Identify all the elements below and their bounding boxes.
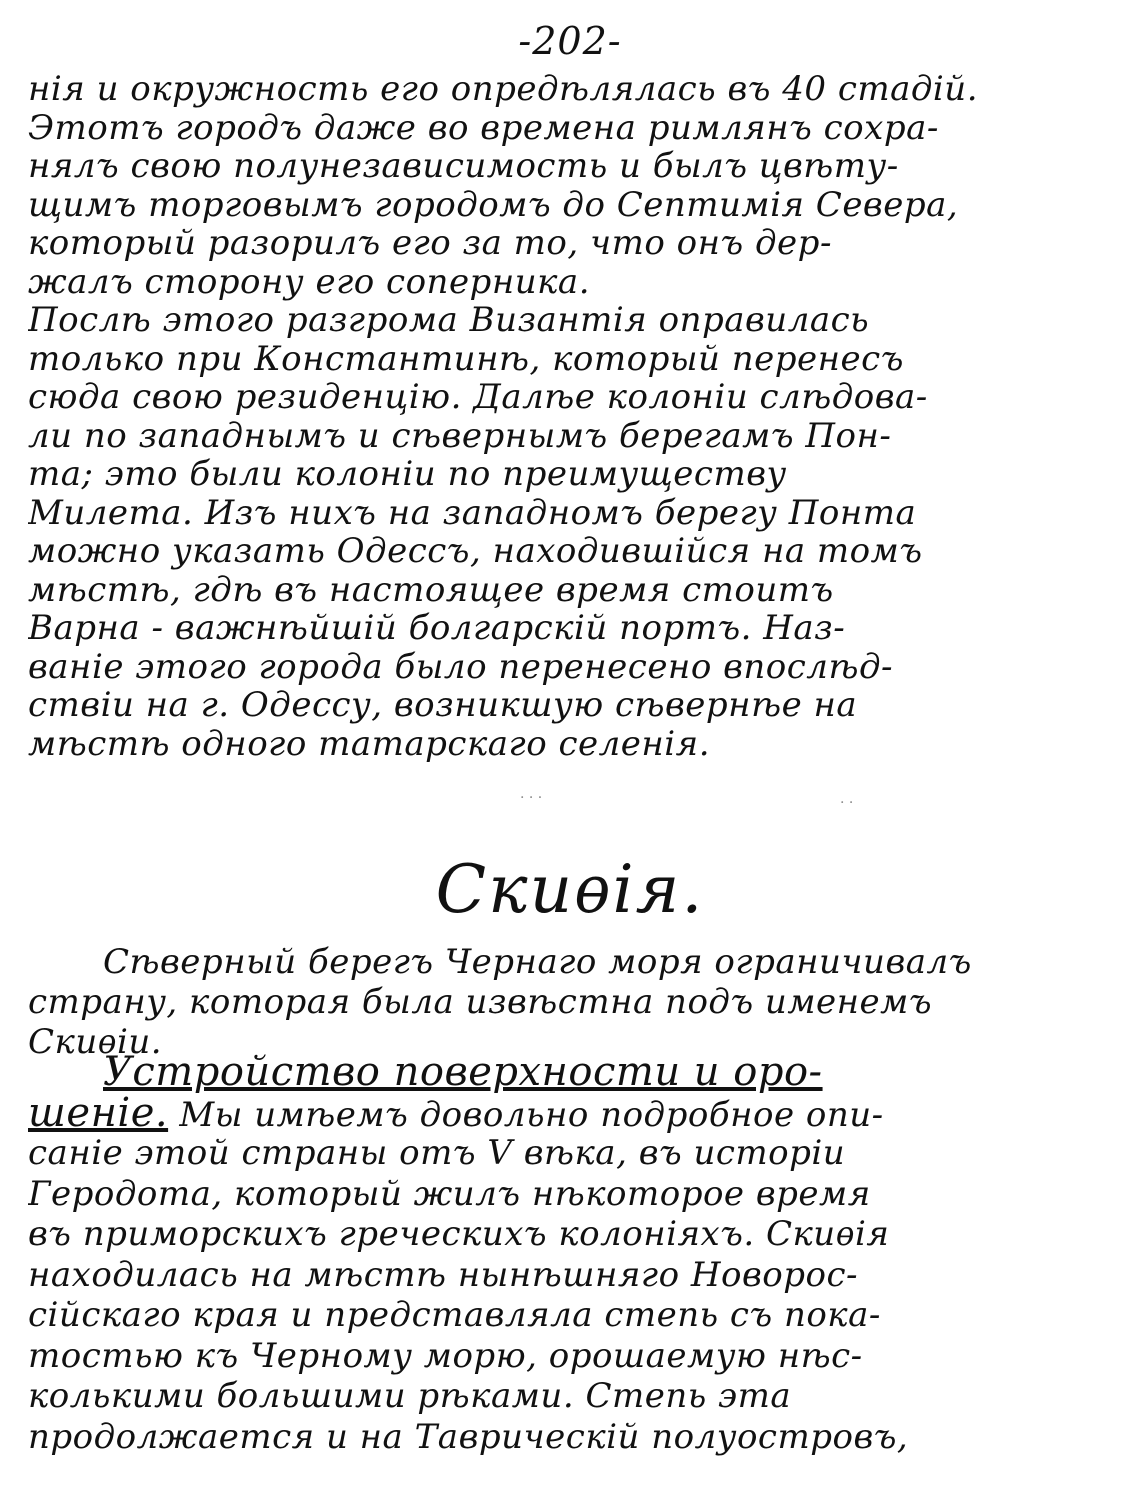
section-heading: Скиѳія. — [435, 851, 705, 928]
scan-speck: · · — [840, 795, 854, 811]
text-line: тостью къ Черному морю, орошаемую нѣс- — [28, 1335, 863, 1376]
text-fragment: Мы имѣемъ довольно подробное опи- — [179, 1094, 884, 1133]
text-line: Скиѳіи. — [28, 1022, 163, 1062]
text-line: мѣстѣ, гдѣ въ настоящее время стоитъ — [28, 570, 834, 609]
paragraph-surface — [28, 1052, 1118, 1457]
paragraph-scythia-intro — [28, 942, 1118, 1062]
text-line: страну, которая была извѣстна подъ именемъ — [28, 982, 933, 1022]
text-line: нялъ свою полунезависимость и былъ цвѣту- — [28, 147, 899, 186]
text-line: Сѣверный берегъ Чернаго моря ограничивалъ — [103, 942, 972, 982]
paragraph-byzantium — [28, 70, 1118, 763]
subheading-continuation: шеніе. — [28, 1092, 169, 1133]
text-line: щимъ торговымъ городомъ до Септимія Севера, — [28, 185, 959, 224]
text-line: та; это были колоніи по преимуществу — [28, 455, 787, 494]
text-line: колькими большими рѣками. Степь эта — [28, 1376, 792, 1416]
text-line: ли по западнымъ и сѣвернымъ берегамъ Пон- — [28, 416, 892, 455]
text-line: Милета. Изъ нихъ на западномъ берегу Понта — [28, 493, 917, 532]
scan-speck: · · · — [520, 790, 543, 806]
text-line: мѣстѣ одного татарскаго селенія. — [28, 724, 711, 763]
text-line: сійскаго края и представляла степь съ пока- — [28, 1295, 881, 1335]
text-line: сюда свою резиденцію. Далѣе колоніи слѣдова- — [28, 378, 928, 417]
page-number: -202- — [518, 19, 622, 63]
text-line: нія и окружность его опредѣлялась въ 40 стадій. — [28, 70, 978, 109]
text-line: Геродота, который жилъ нѣкоторое время — [28, 1173, 871, 1214]
text-line: Этотъ городъ даже во времена римлянъ сохра- — [28, 108, 939, 147]
text-line: ваніе этого города было перенесено впослѣд- — [28, 647, 893, 686]
text-line: только при Константинѣ, который перенесъ — [28, 339, 904, 378]
text-line: находилась на мѣстѣ нынѣшняго Новорос- — [28, 1254, 858, 1295]
text-line: можно указать Одессъ, находившійся на томъ — [28, 532, 923, 571]
text-line: жалъ сторону его соперника. — [28, 262, 590, 301]
text-line: Варна - важнѣйшій болгарскій портъ. Наз- — [28, 609, 846, 648]
text-line: продолжается и на Таврическій полуостровъ, — [28, 1416, 909, 1457]
text-line: въ приморскихъ греческихъ колоніяхъ. Скиѳія — [28, 1214, 890, 1254]
text-line: ствіи на г. Одессу, возникшую сѣвернѣе на — [28, 686, 858, 725]
subheading-line — [28, 1052, 1118, 1093]
text-line: который разорилъ его за то, что онъ дер- — [28, 224, 832, 263]
text-line: саніе этой страны отъ V вѣка, въ исторіи — [28, 1133, 846, 1173]
text-line: Послѣ этого разгрома Византія оправилась — [28, 301, 870, 340]
subheading: Устройство поверхности и оро- — [103, 1052, 823, 1093]
text-line — [28, 1093, 1118, 1134]
